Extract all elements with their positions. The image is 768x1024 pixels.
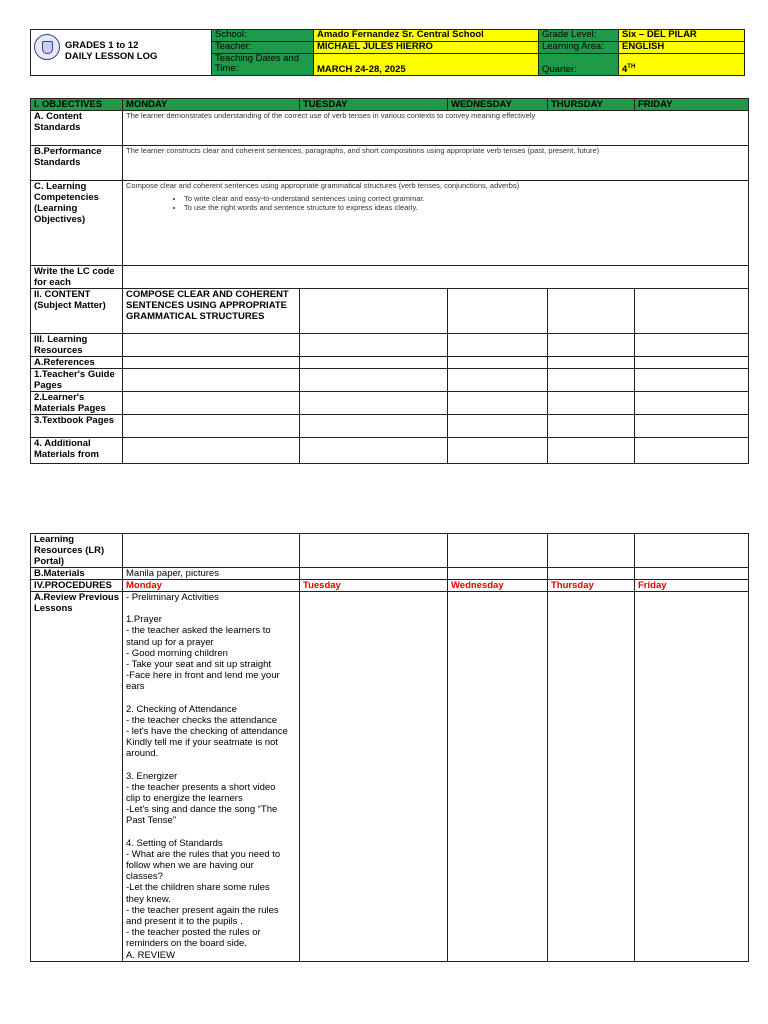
proc-day-monday: Monday <box>123 580 300 592</box>
procedure-line: follow when we are having our <box>126 860 254 872</box>
day-thursday: THURSDAY <box>548 99 635 111</box>
content-label: II. CONTENT (Subject Matter) <box>31 289 123 334</box>
competencies-cell <box>123 181 749 266</box>
teacher-value: MICHAEL JULES HIERRO <box>314 42 539 54</box>
procedure-line <box>126 693 296 704</box>
procedure-line: A. REVIEW <box>126 949 176 961</box>
procedure-line: - Take your seat and sit up straight <box>126 659 272 671</box>
procedure-line <box>126 603 296 614</box>
quarter-label: Quarter: <box>539 54 619 76</box>
procedure-line: - the teacher posted the rules or <box>126 927 261 939</box>
procedure-line: they knew. <box>126 893 171 905</box>
day-friday: FRIDAY <box>635 99 749 111</box>
learners-materials-label: 2.Learner's Materials Pages <box>31 392 123 415</box>
procedure-line: - let's have the checking of attendance <box>126 726 288 738</box>
monday-procedure-text <box>123 592 300 962</box>
procedure-line: 4. Setting of Standards <box>126 837 223 849</box>
performance-standards-text: The learner constructs clear and coherent sentences, paragraphs, and short compositions using appropriate verb tenses (past, present, future) <box>123 146 749 181</box>
procedure-line: clip to energize the learners <box>126 793 243 805</box>
day-tuesday: TUESDAY <box>300 99 448 111</box>
lc-code-label: Write the LC code for each <box>31 266 123 289</box>
performance-standards-label: B.Performance Standards <box>31 146 123 181</box>
learning-resources-label: III. Learning Resources <box>31 334 123 357</box>
lr-portal-label: Learning Resources (LR) Portal) <box>31 534 123 568</box>
teachers-guide-label: 1.Teacher's Guide Pages <box>31 369 123 392</box>
objective-item: • To write clear and easy-to-understand sentences using correct grammar. <box>184 194 745 203</box>
procedure-line: and present it to the pupils . <box>126 916 243 928</box>
area-value: ENGLISH <box>619 42 745 54</box>
procedure-line: -Let's sing and dance the song “The <box>126 804 278 816</box>
dates-label: Teaching Dates and Time: <box>212 54 314 76</box>
procedure-line: Past Tense” <box>126 815 176 827</box>
content-text: COMPOSE CLEAR AND COHERENT SENTENCES USING APPROPRIATE GRAMMATICAL STRUCTURES <box>123 289 300 334</box>
objectives-heading: I. OBJECTIVES <box>31 99 123 111</box>
review-label: A.Review Previous Lessons <box>31 592 123 962</box>
area-label: Learning Area: <box>539 42 619 54</box>
proc-day-tuesday: Tuesday <box>300 580 448 592</box>
school-logo-cell <box>31 30 212 76</box>
quarter-value: 4TH <box>619 54 745 76</box>
objective-item: • To use the right words and sentence structure to express ideas clearly. <box>184 203 745 212</box>
procedure-line: - the teacher presents a short video <box>126 781 276 793</box>
competencies-text: Compose clear and coherent sentences using appropriate grammatical structures (verb tenses, conjunctions, adverbs) <box>126 181 520 190</box>
procedure-line: 2. Checking of Attendance <box>126 703 237 715</box>
school-label: School: <box>212 30 314 42</box>
procedure-line: - the teacher present again the rules <box>126 904 279 916</box>
objectives-list <box>126 194 745 212</box>
procedure-line: Kindly tell me if your seatmate is not <box>126 737 279 749</box>
proc-day-friday: Friday <box>635 580 749 592</box>
textbook-pages-label: 3.Textbook Pages <box>31 415 123 438</box>
form-title: GRADES 1 to 12 DAILY LESSON LOG <box>65 40 158 62</box>
content-standards-label: A. Content Standards <box>31 111 123 146</box>
procedure-line: reminders on the board side. <box>126 938 247 950</box>
competencies-label: C. Learning Competencies (Learning Objectives) <box>31 181 123 266</box>
procedure-line: - the teacher checks the attendance <box>126 714 278 726</box>
dates-value: MARCH 24-28, 2025 <box>314 54 539 76</box>
grade-label: Grade Level: <box>539 30 619 42</box>
references-label: A.References <box>31 357 123 369</box>
procedure-line: ears <box>126 681 145 693</box>
additional-materials-label: 4. Additional Materials from <box>31 438 123 464</box>
objectives-table <box>30 98 749 464</box>
procedure-line <box>126 760 296 771</box>
procedure-line: - What are the rules that you need to <box>126 848 281 860</box>
procedure-line: stand up for a prayer <box>126 636 214 648</box>
day-wednesday: WEDNESDAY <box>448 99 548 111</box>
procedure-line: -Let the children share some rules <box>126 882 270 894</box>
procedure-line: - the teacher asked the learners to <box>126 625 271 637</box>
header-table <box>30 29 745 76</box>
deped-seal-icon <box>34 34 60 60</box>
school-value: Amado Fernandez Sr. Central School <box>314 30 539 42</box>
procedure-line: - Good morning children <box>126 647 228 659</box>
procedure-line: 1.Prayer <box>126 614 162 626</box>
teacher-label: Teacher: <box>212 42 314 54</box>
day-monday: MONDAY <box>123 99 300 111</box>
procedures-heading: IV.PROCEDURES <box>31 580 123 592</box>
lc-code-cell <box>123 266 749 289</box>
procedure-line <box>126 827 296 838</box>
materials-label: B.Materials <box>31 568 123 580</box>
materials-value: Manila paper, pictures <box>123 568 300 580</box>
procedures-table <box>30 533 749 962</box>
objectives-header-row <box>31 99 749 111</box>
procedure-line: around. <box>126 748 159 760</box>
proc-day-thursday: Thursday <box>548 580 635 592</box>
proc-day-wednesday: Wednesday <box>448 580 548 592</box>
procedure-line: -Face here in front and lend me your <box>126 670 280 682</box>
grade-value: Six – DEL PILAR <box>619 30 745 42</box>
procedure-line: 3. Energizer <box>126 770 178 782</box>
content-standards-text: The learner demonstrates understanding of the correct use of verb tenses in various contexts to convey meaning effectively <box>123 111 749 146</box>
procedure-line: - Preliminary Activities <box>126 592 219 603</box>
procedure-line: classes? <box>126 871 163 883</box>
